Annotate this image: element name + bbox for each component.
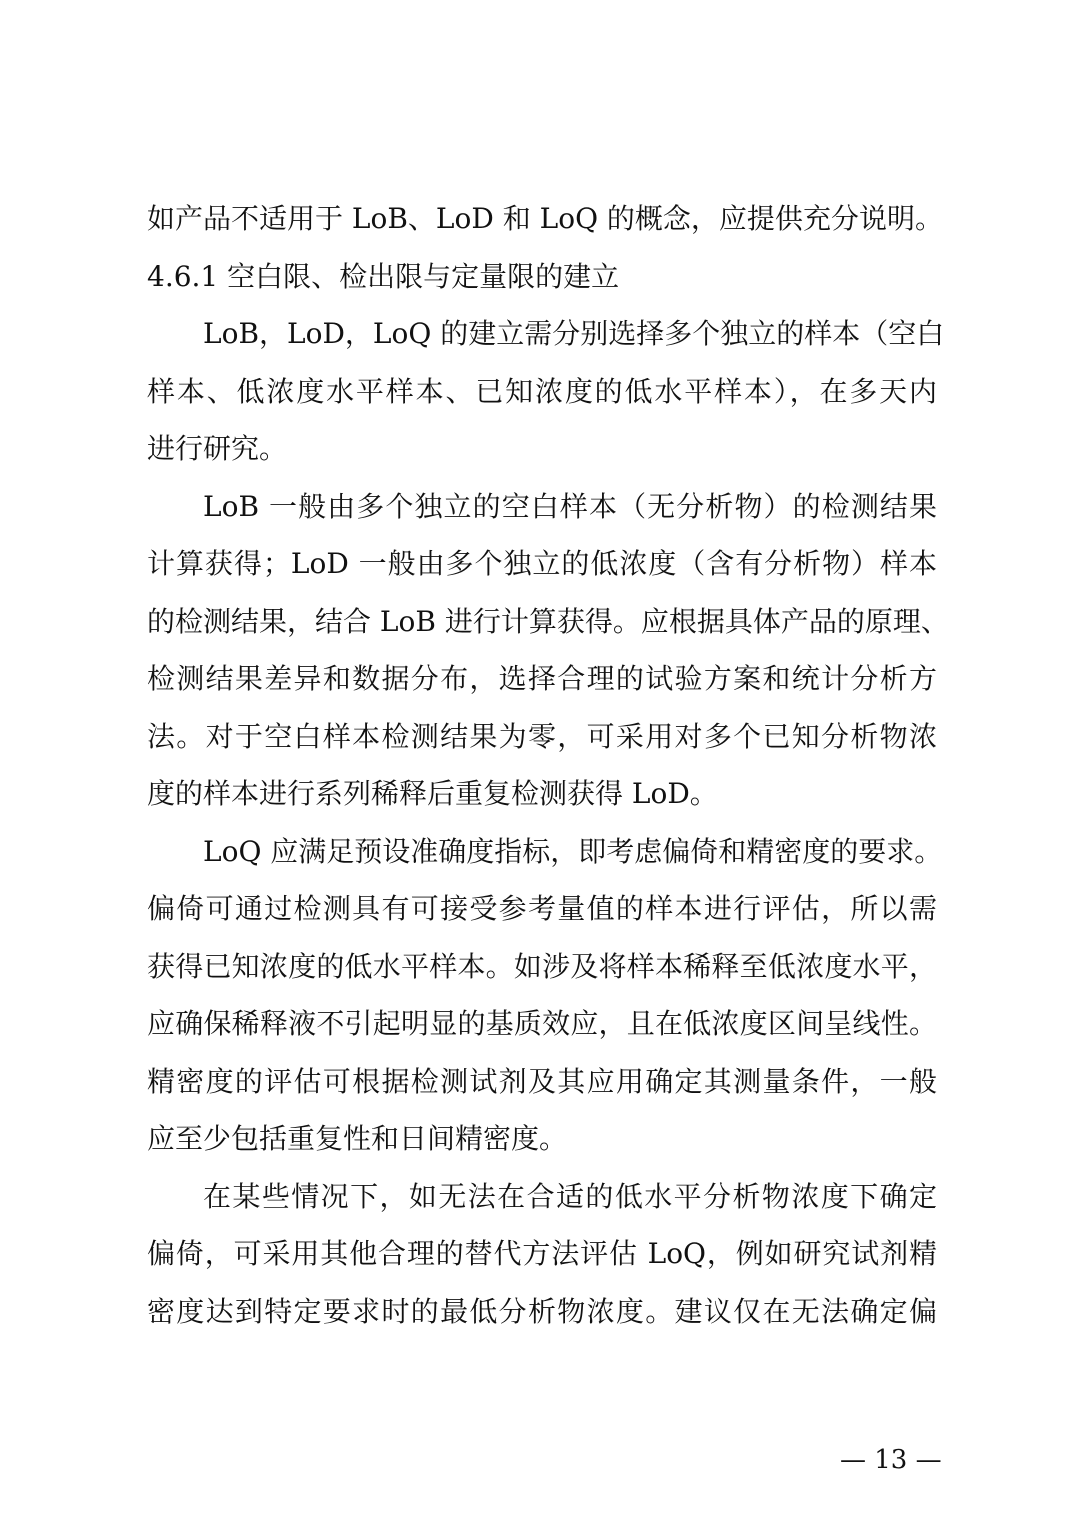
text-line: 的检测结果，结合 LoB 进行计算获得。应根据具体产品的原理、 [147,604,949,638]
text-line: 应至少包括重复性和日间精密度。 [147,1122,568,1155]
text-line: 如产品不适用于 LoB、LoD 和 LoQ 的概念，应提供充分说明。 [147,202,943,235]
text-line: 计算获得；LoD 一般由多个独立的低浓度（含有分析物）样本 [147,547,937,580]
text-line: 度的样本进行系列稀释后重复检测获得 LoD。 [147,777,718,810]
text-line: 密度达到特定要求时的最低分析物浓度。建议仅在无法确定偏 [147,1294,937,1328]
text-line: 样本、低浓度水平样本、已知浓度的低水平样本），在多天内 [147,374,937,408]
text-line: LoB，LoD，LoQ 的建立需分别选择多个独立的样本（空白 [203,317,945,350]
text-line: LoQ 应满足预设准确度指标，即考虑偏倚和精密度的要求。 [203,834,943,868]
text-line: 检测结果差异和数据分布，选择合理的试验方案和统计分析方 [147,662,937,695]
page-number: — 13 — [840,1445,942,1475]
text-line: 4.6.1 空白限、检出限与定量限的建立 [147,259,620,293]
text-line: 获得已知浓度的低水平样本。如涉及将样本稀释至低浓度水平， [147,949,937,983]
text-line: 偏倚可通过检测具有可接受参考量值的样本进行评估，所以需 [147,892,937,925]
text-line: 在某些情况下，如无法在合适的低水平分析物浓度下确定 [203,1179,937,1213]
body-text [147,190,949,1340]
text-line: 应确保稀释液不引起明显的基质效应，且在低浓度区间呈线性。 [147,1007,937,1040]
text-line: 精密度的评估可根据检测试剂及其应用确定其测量条件，一般 [147,1064,937,1098]
text-line: 进行研究。 [147,432,288,465]
text-line: 法。对于空白样本检测结果为零，可采用对多个已知分析物浓 [147,719,937,753]
text-line: 偏倚，可采用其他合理的替代方法评估 LoQ，例如研究试剂精 [147,1237,937,1270]
text-line: LoB 一般由多个独立的空白样本（无分析物）的检测结果 [203,489,937,523]
